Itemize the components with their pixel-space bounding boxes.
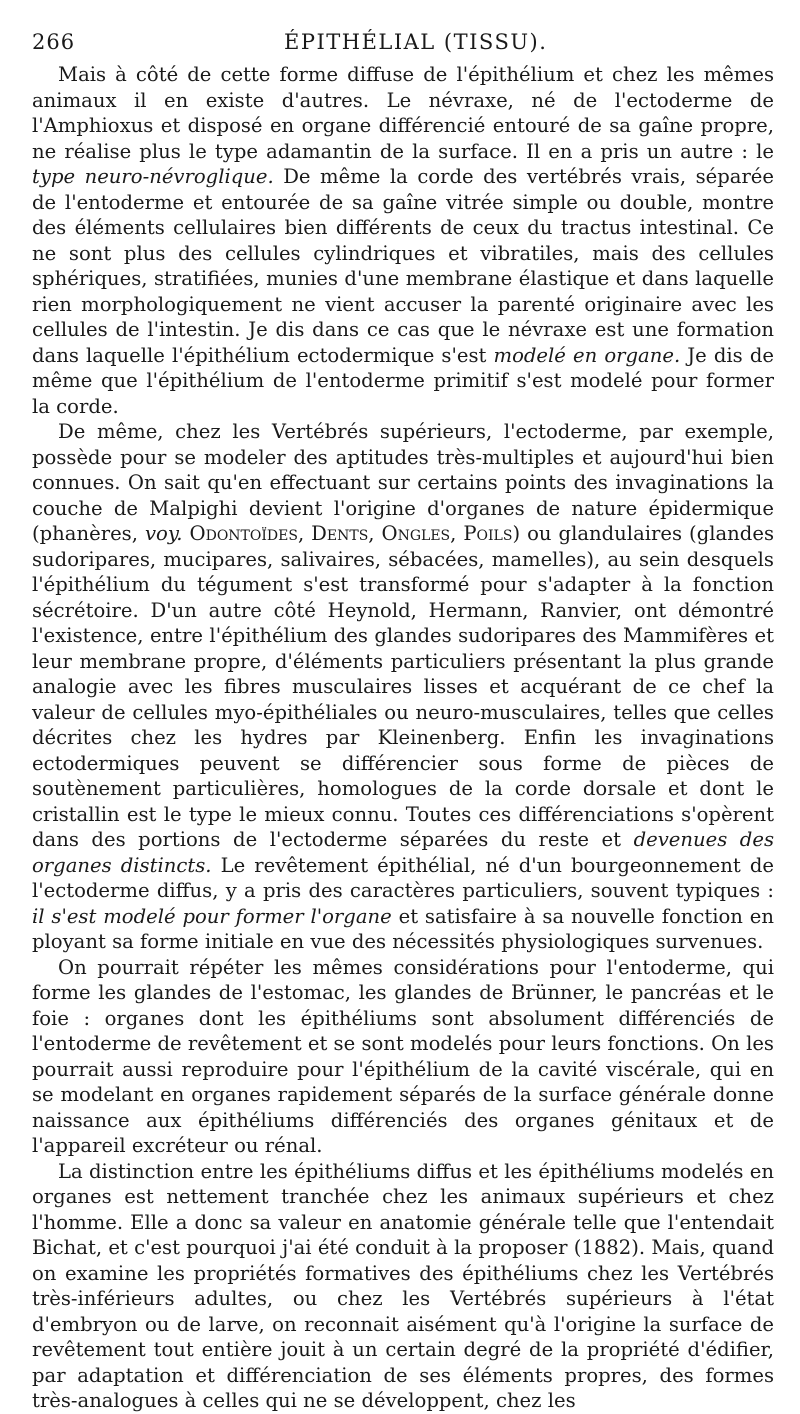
italic-term: modelé en organe. bbox=[493, 343, 681, 367]
italic-term: devenues des organes distincts. bbox=[32, 828, 775, 877]
paragraph-2 bbox=[32, 419, 774, 955]
body-text bbox=[32, 62, 774, 1414]
text-run bbox=[183, 522, 190, 545]
italic-term: voy. bbox=[144, 522, 183, 545]
text-run: Je dis de même que l'épithélium de l'entoderme primitif s'est modelé pour former la corde. bbox=[32, 343, 774, 418]
text-run: De même, chez les Vertébrés supérieurs, l'ectoderme, par exemple, possède pour se modeler des aptitudes très-multiples et aujourd'hui bien connues. On sait qu'en effectuant sur certains points des invaginations la couche de Malpighi devient l'origine d'organes de nature épidermique (phanères, bbox=[32, 420, 774, 545]
paragraph-4 bbox=[32, 1159, 774, 1414]
page-header bbox=[32, 30, 774, 62]
page-number: 266 bbox=[32, 30, 76, 54]
paragraph-1 bbox=[32, 62, 774, 419]
document-page bbox=[32, 30, 774, 1414]
text-run: De même la corde des vertébrés vrais, séparée de l'entoderme et entourée de sa gaîne vitrée simple ou double, montre des éléments cellulaires bien différents de ceux du tractus intestinal. Ce ne sont plus des cellules cylindriques et vibratiles, mais des cellules sphériques, stratifiées, munies d'une membrane élastique et dans laquelle rien morphologiquement ne vient accuser la parenté originaire avec les cellules de l'intestin. Je dis dans ce cas que le névraxe est une formation dans laquelle l'épithélium ectodermique s'est bbox=[32, 165, 774, 367]
cross-reference: Odontoïdes, Dents, Ongles, Poils bbox=[189, 522, 513, 545]
text-run: ) ou glandulaires (glandes sudoripares, mucipares, salivaires, sébacées, mamelles), au sein desquels l'épithélium du tégument s'est transformé pour s'adapter à la fonction sécrétoire. D'un autre côté Heynold, Hermann, Ranvier, ont démontré l'existence, entre l'épithélium des glandes sudoripares des Mammifères et leur membrane propre, d'éléments particuliers présentant la plus grande analogie avec les fibres musculaires lisses et acquérant de ce chef la valeur de cellules myo-épithéliales ou neuro-musculaires, telles que celles décrites chez les hydres par Kleinenberg. Enfin les invaginations ectodermiques peuvent se différencier sous forme de pièces de soutènement particulières, homologues de la corde dorsale et dont le cristallin est le type le mieux connu. Toutes ces différenciations s'opèrent dans des portions de l'ectoderme séparées du reste et bbox=[32, 522, 774, 851]
italic-term: il s'est modelé pour former l'organe bbox=[32, 904, 392, 928]
running-title: ÉPITHÉLIAL (TISSU). bbox=[284, 30, 548, 54]
text-run: La distinction entre les épithéliums diffus et les épithéliums modelés en organes est nettement tranchée chez les animaux supérieurs et chez l'homme. Elle a donc sa valeur en anatomie générale telle que l'entendait Bichat, et c'est pourquoi j'ai été conduit à la proposer (1882). Mais, quand on examine les propriétés formatives des épithéliums chez les Vertébrés très-inférieurs adultes, ou chez les Vertébrés supérieurs à l'état d'embryon ou de larve, on reconnait aisément qu'à l'origine la surface de revêtement tout entière jouit à un certain degré de la propriété d'édifier, par adaptation et différenciation de ses éléments propres, des formes très-analogues à celles qui ne se développent, chez les bbox=[32, 1159, 774, 1412]
paragraph-3 bbox=[32, 955, 774, 1159]
text-run: Mais à côté de cette forme diffuse de l'épithélium et chez les mêmes animaux il en existe d'autres. Le névraxe, né de l'ectoderme de l'Amphioxus et disposé en organe différencié entouré de sa gaîne propre, ne réalise plus le type adamantin de la surface. Il en a pris un autre : le bbox=[32, 63, 774, 163]
italic-term: type neuro-névroglique. bbox=[32, 165, 274, 188]
text-run: et satisfaire à sa nouvelle fonction en ployant sa forme initiale en vue des nécessités physiologiques survenues. bbox=[32, 904, 774, 953]
text-run: On pourrait répéter les mêmes considérations pour l'entoderme, qui forme les glandes de l'estomac, les glandes de Brünner, le pancréas et le foie : organes dont les épithéliums sont absolument différenciés de l'entoderme de revêtement et se sont modelés pour leurs fonctions. On les pourrait aussi reproduire pour l'épithélium de la cavité viscérale, qui en se modelant en organes rapidement séparés de la surface générale donne naissance aux épithéliums différenciés des organes génitaux et de l'appareil excréteur ou rénal. bbox=[32, 955, 774, 1157]
text-run: Le revêtement épithélial, né d'un bourgeonnement de l'ectoderme diffus, y a pris des caractères particuliers, souvent typiques : bbox=[32, 853, 774, 902]
